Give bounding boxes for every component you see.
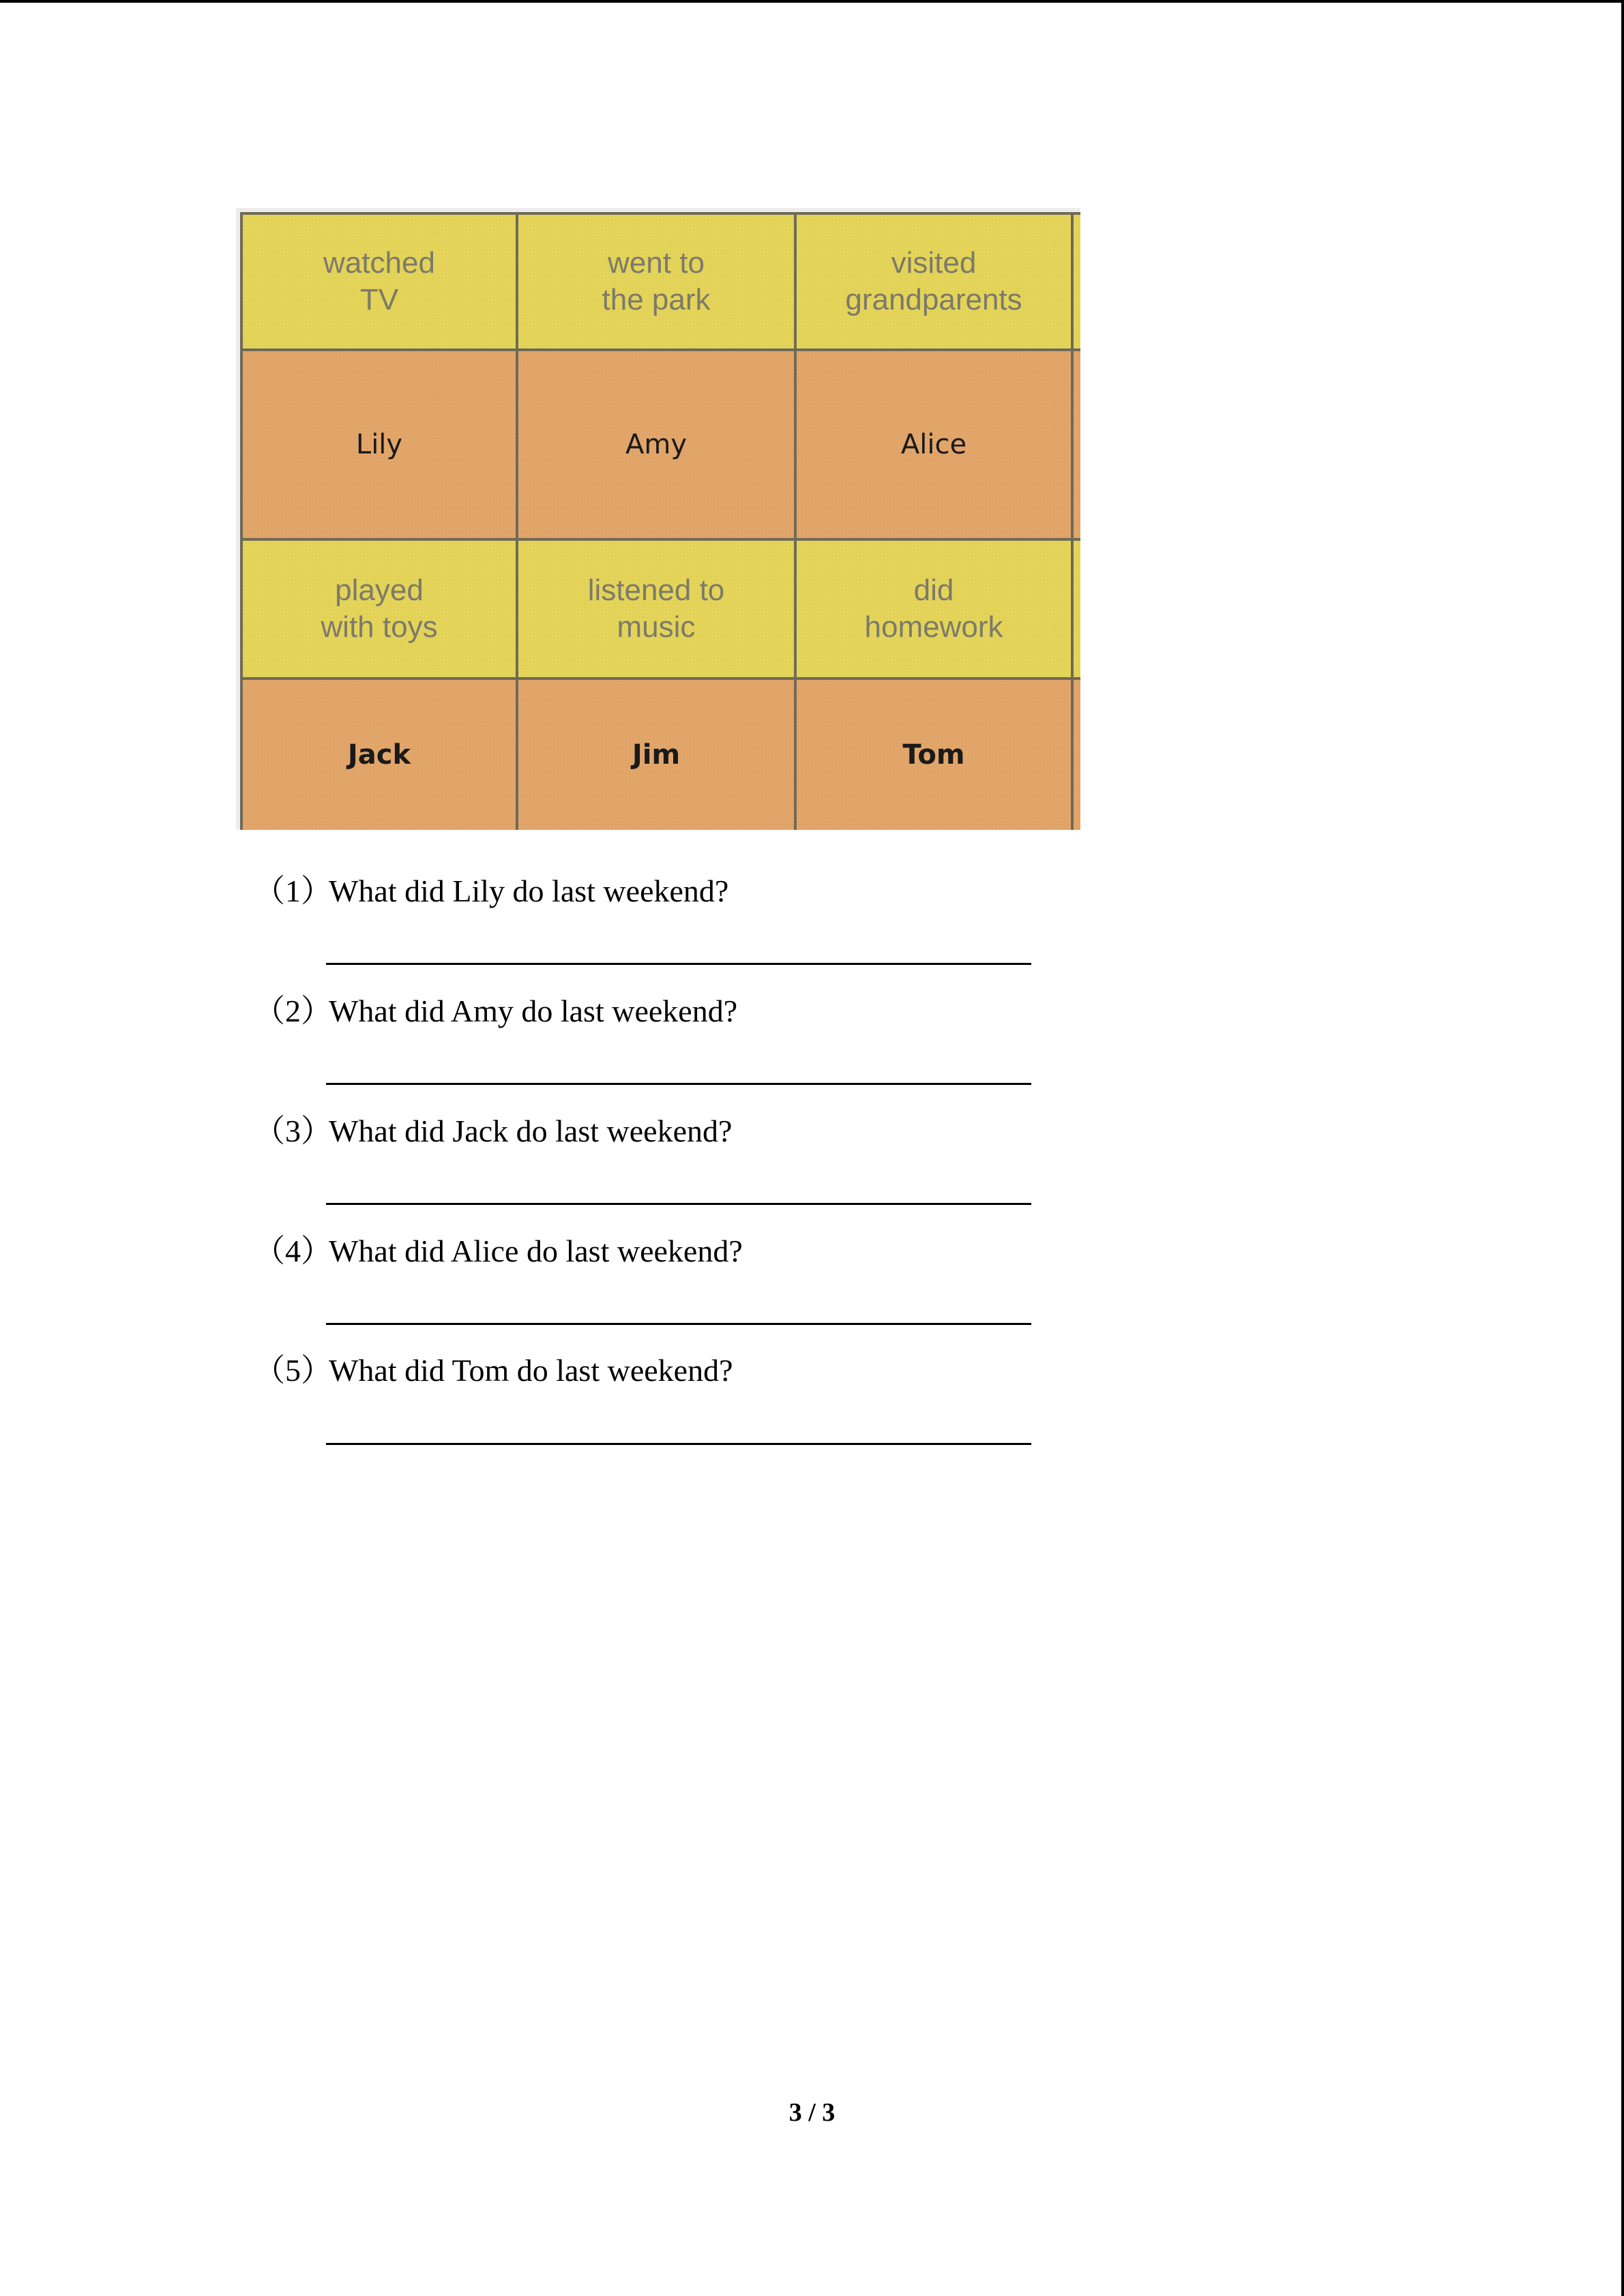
grid-cell-edge: [1074, 541, 1080, 680]
answer-line-5[interactable]: [326, 1443, 1031, 1445]
page-right-border: [1621, 0, 1624, 2296]
person-name: Jim: [632, 739, 681, 771]
activity-label: watched TV: [323, 246, 435, 316]
grid-cell: [518, 680, 797, 830]
person-name: Lily: [355, 429, 403, 460]
grid-row-names-1: [240, 351, 1080, 541]
question-4: [254, 1226, 743, 1271]
question-text: What did Tom do last weekend?: [329, 1353, 733, 1388]
question-number: （5）: [254, 1353, 332, 1388]
answer-line-3[interactable]: [326, 1203, 1031, 1205]
question-3: [254, 1106, 732, 1151]
question-number: （4）: [254, 1234, 332, 1268]
answer-line-1[interactable]: [326, 963, 1031, 965]
grid-cell: [797, 212, 1074, 351]
activity-label: listened to music: [587, 573, 725, 644]
question-1: [254, 866, 728, 911]
activity-label: did homework: [864, 573, 1003, 644]
grid-cell: [240, 351, 518, 541]
person-name: Alice: [900, 429, 967, 460]
person-name: Jack: [347, 739, 411, 771]
question-2: [254, 986, 737, 1031]
grid-cell: [797, 541, 1074, 680]
grid-cell: [240, 212, 518, 351]
activity-label: went to the park: [602, 246, 711, 316]
grid-row-names-2: [240, 680, 1080, 830]
grid-cell: [518, 351, 797, 541]
grid-row-activities-1: [240, 212, 1080, 351]
activity-label: played with toys: [321, 573, 438, 644]
question-text: What did Lily do last weekend?: [329, 874, 729, 908]
question-text: What did Jack do last weekend?: [329, 1114, 733, 1148]
grid-row-activities-2: [240, 541, 1080, 680]
question-number: （1）: [254, 874, 332, 908]
activity-label: visited grandparents: [845, 246, 1022, 316]
grid-cell: [518, 541, 797, 680]
grid-cell: [240, 541, 518, 680]
question-5: [254, 1345, 733, 1390]
grid-cell: [240, 680, 518, 830]
person-name: Amy: [625, 429, 687, 460]
question-number: （2）: [254, 994, 332, 1028]
grid-cell-edge: [1074, 351, 1080, 541]
grid-cell: [797, 680, 1074, 830]
grid-cell-edge: [1074, 212, 1080, 351]
grid-cell: [797, 351, 1074, 541]
person-name: Tom: [902, 739, 965, 771]
answer-line-4[interactable]: [326, 1323, 1031, 1325]
grid-cell: [518, 212, 797, 351]
page-number: 3 / 3: [788, 2098, 836, 2127]
answer-line-2[interactable]: [326, 1083, 1031, 1085]
question-number: （3）: [254, 1114, 332, 1148]
question-text: What did Alice do last weekend?: [329, 1234, 743, 1268]
page-top-border: [0, 0, 1624, 3]
grid-cell-edge: [1074, 680, 1080, 830]
activity-picture-grid: [236, 208, 1080, 830]
question-text: What did Amy do last weekend?: [329, 994, 738, 1028]
